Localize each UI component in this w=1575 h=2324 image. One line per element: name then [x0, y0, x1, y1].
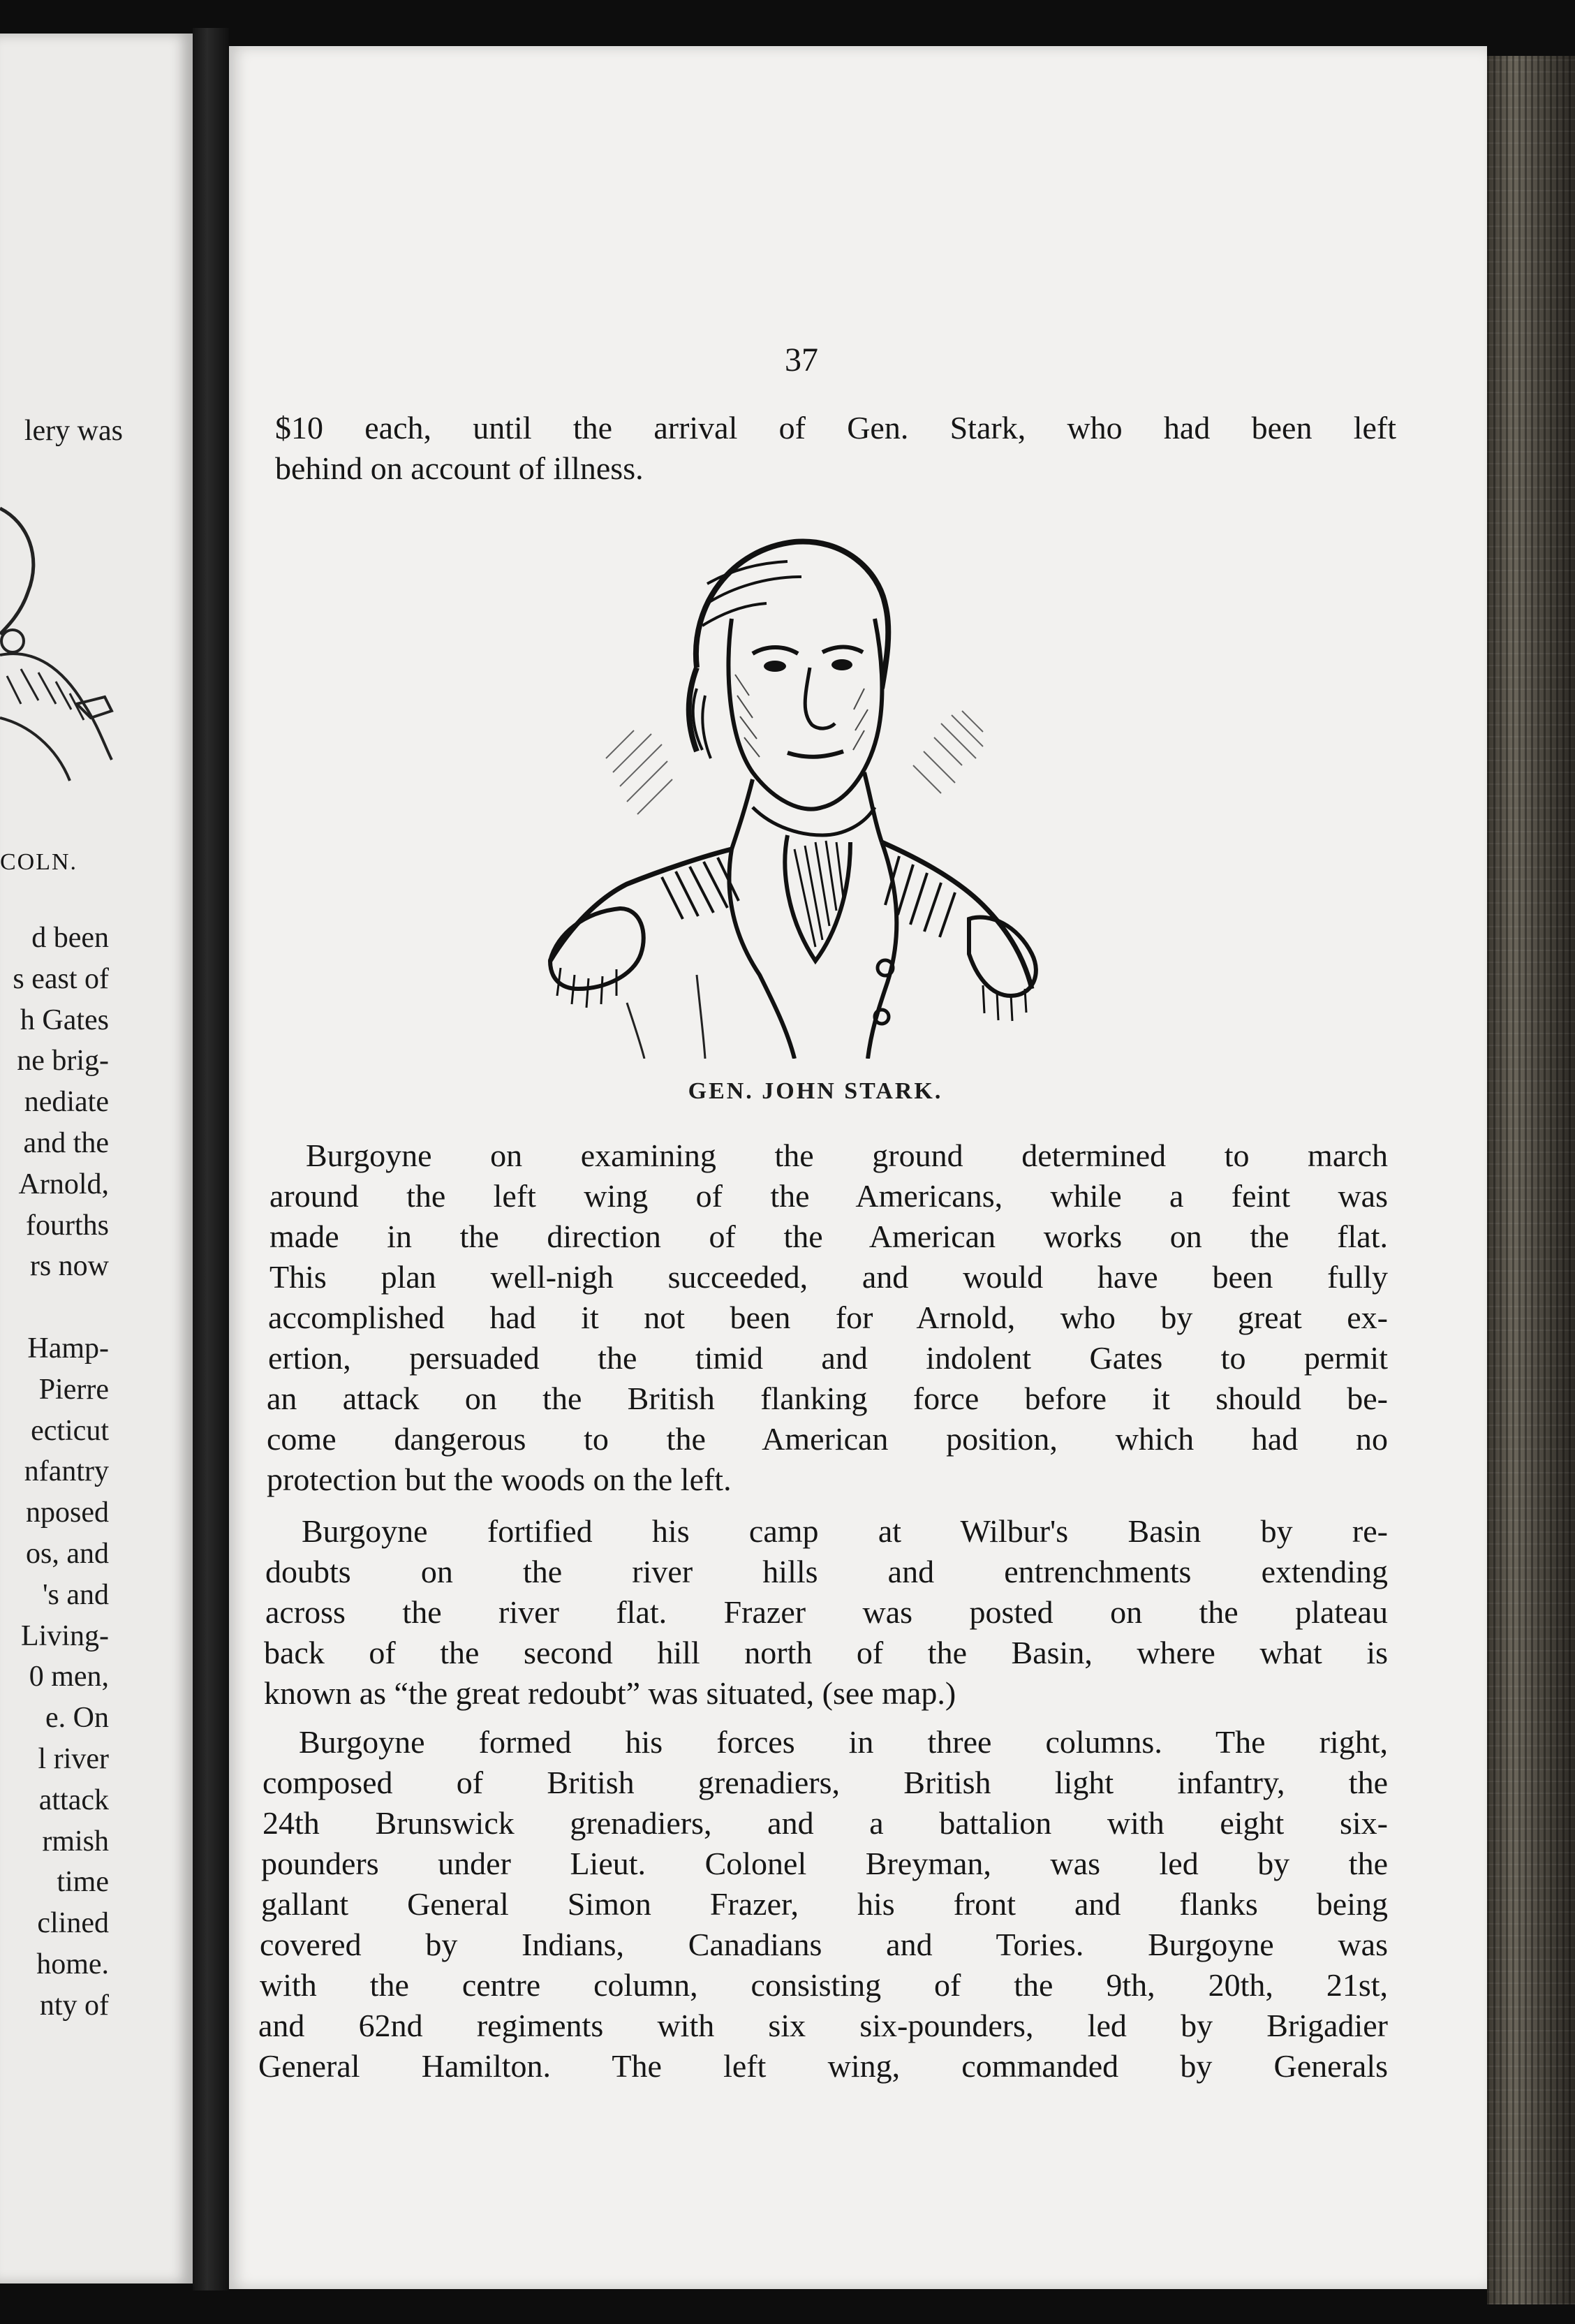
- left-page-fragment-line: fourths: [26, 1209, 109, 1242]
- body-text-line: pounders under Lieut. Colonel Breyman, was led by the: [261, 1846, 1388, 1881]
- left-page-fragment-line: nfantry: [24, 1455, 109, 1488]
- left-page-fragment-line: Hamp-: [27, 1332, 109, 1365]
- body-text-line: Burgoyne formed his forces in three columns. The right,: [299, 1724, 1388, 1760]
- body-text-line: 24th Brunswick grenadiers, and a battalion with eight six-: [262, 1805, 1388, 1841]
- body-text-line: with the centre column, consisting of the 9th, 20th, 21st,: [260, 1967, 1388, 2003]
- body-text-line: gallant General Simon Frazer, his front and flanks being: [261, 1886, 1388, 1922]
- left-page-fragment-line: l river: [38, 1742, 109, 1775]
- left-page-caption-fragment: COLN.: [0, 849, 78, 875]
- left-page-top-fragment: lery was: [24, 415, 123, 447]
- left-page-fragment-line: 's and: [42, 1578, 109, 1611]
- body-text-line: an attack on the British flanking force before it should be-: [267, 1381, 1388, 1416]
- left-page-illustration-fragment: [0, 494, 119, 788]
- body-text-line: $10 each, until the arrival of Gen. Stark, who had been left: [275, 410, 1396, 446]
- left-page-fragment-line: clined: [37, 1907, 109, 1940]
- body-text-line: and 62nd regiments with six six-pounders, led by Brigadier: [258, 2008, 1388, 2043]
- left-page-fragment-line: rmish: [42, 1825, 109, 1858]
- body-text-line: known as “the great redoubt” was situated, (see map.): [264, 1675, 956, 1711]
- left-page-fragment-line: home.: [36, 1948, 109, 1980]
- portrait-engraving: [522, 528, 1123, 1059]
- left-page-fragment-line: rs now: [29, 1250, 109, 1283]
- book-gutter: [193, 28, 229, 2290]
- portrait-caption: GEN. JOHN STARK.: [688, 1078, 943, 1104]
- left-page-fragment-line: ecticut: [31, 1414, 109, 1447]
- body-text-line: across the river flat. Frazer was posted on the plateau: [265, 1594, 1388, 1630]
- left-page-fragment-line: ne brig-: [17, 1045, 109, 1078]
- left-page-fragment-line: [13, 1287, 109, 1328]
- wooden-background-edge: [1487, 56, 1575, 2304]
- body-text-line: This plan well-nigh succeeded, and would have been fully: [269, 1259, 1388, 1295]
- left-page-fragment-line: nposed: [26, 1496, 109, 1529]
- left-page-fragment-line: Living-: [21, 1619, 109, 1652]
- left-page-fragment-line: os, and: [26, 1537, 109, 1570]
- left-page-fragment-line: s east of: [13, 962, 109, 995]
- left-page-fragment-line: time: [57, 1866, 109, 1899]
- body-text-line: doubts on the river hills and entrenchments extending: [265, 1554, 1388, 1589]
- left-page-fragment-line: 0 men,: [29, 1661, 109, 1693]
- body-text-line: ertion, persuaded the timid and indolent Gates to permit: [268, 1340, 1388, 1376]
- body-text-line: accomplished had it not been for Arnold, who by great ex-: [268, 1300, 1388, 1335]
- left-page-fragment-line: attack: [38, 1784, 109, 1816]
- body-text-line: covered by Indians, Canadians and Tories. Burgoyne was: [260, 1927, 1388, 1962]
- left-page-fragment-line: nediate: [24, 1086, 109, 1119]
- left-page-fragment-line: Pierre: [38, 1373, 109, 1406]
- body-text-line: General Hamilton. The left wing, commanded by Generals: [258, 2048, 1388, 2084]
- body-text-line: made in the direction of the American works on the flat.: [269, 1219, 1388, 1254]
- body-text-line: behind on account of illness.: [275, 450, 644, 486]
- book-page: [229, 46, 1487, 2289]
- left-page-fragment-line: e. On: [45, 1702, 109, 1735]
- left-page-fragment-line: nty of: [39, 1989, 109, 2022]
- left-page-fragment-line: d been: [31, 922, 109, 954]
- page-number: 37: [785, 341, 818, 378]
- left-page-fragment-line: Arnold,: [18, 1168, 109, 1200]
- body-text-line: back of the second hill north of the Basin, where what is: [264, 1635, 1388, 1670]
- left-facing-page: [0, 34, 193, 2283]
- left-page-text-fragments: [13, 918, 109, 2027]
- body-text-line: around the left wing of the Americans, while a feint was: [269, 1178, 1388, 1214]
- body-text-line: come dangerous to the American position, which had no: [267, 1421, 1388, 1457]
- body-text-line: composed of British grenadiers, British light infantry, the: [262, 1765, 1388, 1800]
- body-text-line: Burgoyne on examining the ground determined to march: [306, 1138, 1388, 1173]
- body-text-line: Burgoyne fortified his camp at Wilbur's Basin by re-: [302, 1513, 1388, 1549]
- left-page-fragment-line: and the: [23, 1126, 109, 1159]
- body-text-line: protection but the woods on the left.: [267, 1462, 732, 1497]
- left-page-fragment-line: h Gates: [20, 1003, 109, 1036]
